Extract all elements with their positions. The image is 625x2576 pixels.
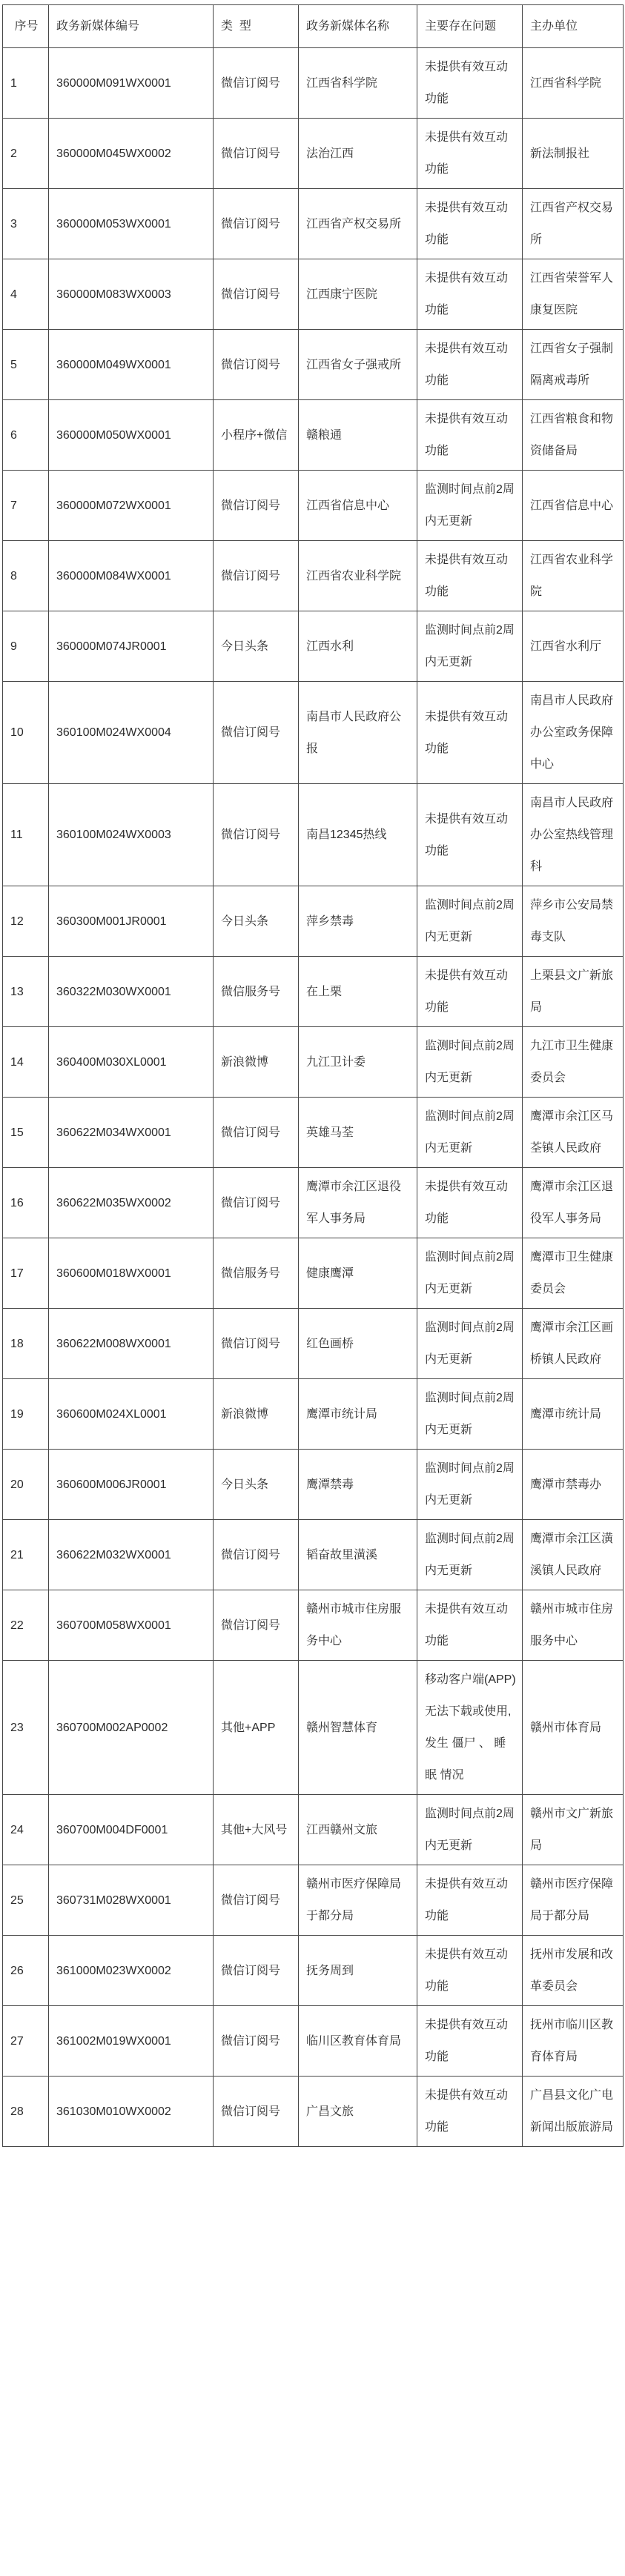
row-seq: 2 xyxy=(3,119,49,189)
table-row xyxy=(3,682,624,784)
organizer-unit: 鹰潭市余江区潢溪镇人民政府 xyxy=(523,1520,624,1590)
table-row xyxy=(3,1168,624,1238)
table-row xyxy=(3,1936,624,2006)
organizer-unit: 江西省粮食和物资储备局 xyxy=(523,400,624,471)
media-id: 360622M034WX0001 xyxy=(49,1098,214,1168)
row-seq: 28 xyxy=(3,2077,49,2147)
media-type: 其他+APP xyxy=(214,1661,299,1795)
media-id: 360400M030XL0001 xyxy=(49,1027,214,1098)
row-seq: 23 xyxy=(3,1661,49,1795)
organizer-unit: 江西省产权交易所 xyxy=(523,189,624,259)
media-type: 微信订阅号 xyxy=(214,119,299,189)
media-id: 360000M083WX0003 xyxy=(49,259,214,330)
issue-description: 未提供有效互动功能 xyxy=(417,2006,523,2077)
organizer-unit: 广昌县文化广电新闻出版旅游局 xyxy=(523,2077,624,2147)
issue-description: 监测时间点前2周内无更新 xyxy=(417,1450,523,1520)
media-name: 赣州智慧体育 xyxy=(299,1661,417,1795)
organizer-unit: 江西省信息中心 xyxy=(523,471,624,541)
media-name: 鹰潭市余江区退役军人事务局 xyxy=(299,1168,417,1238)
media-type: 微信订阅号 xyxy=(214,682,299,784)
media-issues-table xyxy=(2,4,624,2147)
table-row xyxy=(3,1027,624,1098)
media-name: 九江卫计委 xyxy=(299,1027,417,1098)
table-row xyxy=(3,1865,624,1936)
media-id: 360000M084WX0001 xyxy=(49,541,214,611)
media-name: 法治江西 xyxy=(299,119,417,189)
table-row xyxy=(3,1309,624,1379)
organizer-unit: 鹰潭市卫生健康委员会 xyxy=(523,1238,624,1309)
organizer-unit: 江西省科学院 xyxy=(523,48,624,119)
table-row xyxy=(3,611,624,682)
media-name: 江西省信息中心 xyxy=(299,471,417,541)
media-id: 361030M010WX0002 xyxy=(49,2077,214,2147)
media-name: 抚务周到 xyxy=(299,1936,417,2006)
row-seq: 3 xyxy=(3,189,49,259)
row-seq: 12 xyxy=(3,886,49,957)
header-row xyxy=(3,5,624,48)
media-id: 360000M049WX0001 xyxy=(49,330,214,400)
media-id: 360300M001JR0001 xyxy=(49,886,214,957)
table-body xyxy=(3,48,624,2147)
media-id: 360600M018WX0001 xyxy=(49,1238,214,1309)
issue-description: 未提供有效互动功能 xyxy=(417,1865,523,1936)
col-header-type: 类 型 xyxy=(214,5,299,48)
col-header-seq: 序号 xyxy=(3,5,49,48)
table-row xyxy=(3,1795,624,1865)
media-id: 360700M002AP0002 xyxy=(49,1661,214,1795)
table-row xyxy=(3,400,624,471)
media-name: 广昌文旅 xyxy=(299,2077,417,2147)
media-type: 今日头条 xyxy=(214,1450,299,1520)
media-name: 健康鹰潭 xyxy=(299,1238,417,1309)
media-name: 江西水利 xyxy=(299,611,417,682)
media-id: 360100M024WX0003 xyxy=(49,784,214,886)
organizer-unit: 赣州市体育局 xyxy=(523,1661,624,1795)
row-seq: 25 xyxy=(3,1865,49,1936)
table-row xyxy=(3,2077,624,2147)
media-name: 在上栗 xyxy=(299,957,417,1027)
table-row xyxy=(3,189,624,259)
issue-description: 监测时间点前2周内无更新 xyxy=(417,886,523,957)
media-id: 360622M008WX0001 xyxy=(49,1309,214,1379)
media-name: 江西赣州文旅 xyxy=(299,1795,417,1865)
media-id: 361002M019WX0001 xyxy=(49,2006,214,2077)
issue-description: 未提供有效互动功能 xyxy=(417,330,523,400)
issue-description: 未提供有效互动功能 xyxy=(417,682,523,784)
row-seq: 10 xyxy=(3,682,49,784)
organizer-unit: 鹰潭市统计局 xyxy=(523,1379,624,1450)
media-name: 红色画桥 xyxy=(299,1309,417,1379)
row-seq: 1 xyxy=(3,48,49,119)
issue-description: 未提供有效互动功能 xyxy=(417,2077,523,2147)
media-type: 微信订阅号 xyxy=(214,2006,299,2077)
issue-description: 移动客户端(APP)无法下载或使用,发生 僵尸 、 睡眠 情况 xyxy=(417,1661,523,1795)
organizer-unit: 南昌市人民政府办公室热线管理科 xyxy=(523,784,624,886)
media-name: 江西省农业科学院 xyxy=(299,541,417,611)
row-seq: 24 xyxy=(3,1795,49,1865)
media-type: 微信订阅号 xyxy=(214,189,299,259)
table-row xyxy=(3,886,624,957)
media-type: 新浪微博 xyxy=(214,1027,299,1098)
col-header-problem: 主要存在问题 xyxy=(417,5,523,48)
table-row xyxy=(3,1450,624,1520)
row-seq: 4 xyxy=(3,259,49,330)
media-type: 微信服务号 xyxy=(214,1238,299,1309)
table-row xyxy=(3,1379,624,1450)
row-seq: 26 xyxy=(3,1936,49,2006)
table-row xyxy=(3,1590,624,1661)
media-id: 360000M074JR0001 xyxy=(49,611,214,682)
media-type: 微信订阅号 xyxy=(214,259,299,330)
organizer-unit: 江西省水利厅 xyxy=(523,611,624,682)
media-id: 360700M004DF0001 xyxy=(49,1795,214,1865)
media-type: 其他+大风号 xyxy=(214,1795,299,1865)
media-type: 微信订阅号 xyxy=(214,1168,299,1238)
issue-description: 监测时间点前2周内无更新 xyxy=(417,1379,523,1450)
media-id: 360000M072WX0001 xyxy=(49,471,214,541)
issue-description: 监测时间点前2周内无更新 xyxy=(417,1795,523,1865)
organizer-unit: 鹰潭市余江区画桥镇人民政府 xyxy=(523,1309,624,1379)
row-seq: 20 xyxy=(3,1450,49,1520)
organizer-unit: 江西省农业科学院 xyxy=(523,541,624,611)
issue-description: 监测时间点前2周内无更新 xyxy=(417,471,523,541)
organizer-unit: 抚州市临川区教育体育局 xyxy=(523,2006,624,2077)
issue-description: 未提供有效互动功能 xyxy=(417,400,523,471)
media-name: 江西省产权交易所 xyxy=(299,189,417,259)
organizer-unit: 赣州市医疗保障局于都分局 xyxy=(523,1865,624,1936)
issue-description: 未提供有效互动功能 xyxy=(417,119,523,189)
issue-description: 未提供有效互动功能 xyxy=(417,259,523,330)
media-id: 360322M030WX0001 xyxy=(49,957,214,1027)
row-seq: 22 xyxy=(3,1590,49,1661)
issue-description: 未提供有效互动功能 xyxy=(417,1936,523,2006)
media-type: 微信订阅号 xyxy=(214,330,299,400)
organizer-unit: 赣州市城市住房服务中心 xyxy=(523,1590,624,1661)
media-type: 微信订阅号 xyxy=(214,1309,299,1379)
issue-description: 监测时间点前2周内无更新 xyxy=(417,1098,523,1168)
media-type: 微信订阅号 xyxy=(214,784,299,886)
media-id: 360622M032WX0001 xyxy=(49,1520,214,1590)
media-type: 微信订阅号 xyxy=(214,48,299,119)
issue-description: 未提供有效互动功能 xyxy=(417,957,523,1027)
row-seq: 9 xyxy=(3,611,49,682)
media-type: 今日头条 xyxy=(214,611,299,682)
issue-description: 监测时间点前2周内无更新 xyxy=(417,611,523,682)
media-id: 360000M045WX0002 xyxy=(49,119,214,189)
row-seq: 5 xyxy=(3,330,49,400)
media-type: 微信订阅号 xyxy=(214,541,299,611)
media-type: 微信订阅号 xyxy=(214,1520,299,1590)
media-type: 小程序+微信 xyxy=(214,400,299,471)
row-seq: 6 xyxy=(3,400,49,471)
media-name: 临川区教育体育局 xyxy=(299,2006,417,2077)
issue-description: 监测时间点前2周内无更新 xyxy=(417,1238,523,1309)
row-seq: 17 xyxy=(3,1238,49,1309)
media-name: 赣州市医疗保障局于都分局 xyxy=(299,1865,417,1936)
row-seq: 19 xyxy=(3,1379,49,1450)
table-row xyxy=(3,471,624,541)
media-name: 韬奋故里潢溪 xyxy=(299,1520,417,1590)
organizer-unit: 江西省女子强制隔离戒毒所 xyxy=(523,330,624,400)
organizer-unit: 新法制报社 xyxy=(523,119,624,189)
media-id: 360700M058WX0001 xyxy=(49,1590,214,1661)
media-id: 360000M091WX0001 xyxy=(49,48,214,119)
row-seq: 8 xyxy=(3,541,49,611)
table-header xyxy=(3,5,624,48)
media-type: 今日头条 xyxy=(214,886,299,957)
row-seq: 27 xyxy=(3,2006,49,2077)
organizer-unit: 南昌市人民政府办公室政务保障中心 xyxy=(523,682,624,784)
organizer-unit: 萍乡市公安局禁毒支队 xyxy=(523,886,624,957)
table-row xyxy=(3,259,624,330)
media-name: 英雄马荃 xyxy=(299,1098,417,1168)
media-type: 微信订阅号 xyxy=(214,1590,299,1661)
table-row xyxy=(3,1661,624,1795)
organizer-unit: 上栗县文广新旅局 xyxy=(523,957,624,1027)
media-id: 360600M024XL0001 xyxy=(49,1379,214,1450)
media-name: 萍乡禁毒 xyxy=(299,886,417,957)
media-name: 南昌市人民政府公报 xyxy=(299,682,417,784)
organizer-unit: 赣州市文广新旅局 xyxy=(523,1795,624,1865)
media-name: 南昌12345热线 xyxy=(299,784,417,886)
table-row xyxy=(3,1098,624,1168)
media-name: 江西省科学院 xyxy=(299,48,417,119)
row-seq: 16 xyxy=(3,1168,49,1238)
organizer-unit: 鹰潭市余江区退役军人事务局 xyxy=(523,1168,624,1238)
media-name: 赣粮通 xyxy=(299,400,417,471)
table-row xyxy=(3,330,624,400)
issue-description: 未提供有效互动功能 xyxy=(417,48,523,119)
row-seq: 13 xyxy=(3,957,49,1027)
table-row xyxy=(3,784,624,886)
issue-description: 监测时间点前2周内无更新 xyxy=(417,1309,523,1379)
issue-description: 未提供有效互动功能 xyxy=(417,541,523,611)
media-id: 360600M006JR0001 xyxy=(49,1450,214,1520)
row-seq: 7 xyxy=(3,471,49,541)
organizer-unit: 鹰潭市余江区马荃镇人民政府 xyxy=(523,1098,624,1168)
issue-description: 未提供有效互动功能 xyxy=(417,1590,523,1661)
media-name: 鹰潭市统计局 xyxy=(299,1379,417,1450)
media-name: 江西康宁医院 xyxy=(299,259,417,330)
organizer-unit: 抚州市发展和改革委员会 xyxy=(523,1936,624,2006)
row-seq: 14 xyxy=(3,1027,49,1098)
issue-description: 监测时间点前2周内无更新 xyxy=(417,1027,523,1098)
media-name: 赣州市城市住房服务中心 xyxy=(299,1590,417,1661)
organizer-unit: 鹰潭市禁毒办 xyxy=(523,1450,624,1520)
table-row xyxy=(3,957,624,1027)
media-name: 鹰潭禁毒 xyxy=(299,1450,417,1520)
media-type: 微信订阅号 xyxy=(214,1098,299,1168)
media-id: 360000M050WX0001 xyxy=(49,400,214,471)
issue-description: 未提供有效互动功能 xyxy=(417,784,523,886)
issue-description: 未提供有效互动功能 xyxy=(417,1168,523,1238)
organizer-unit: 江西省荣誉军人康复医院 xyxy=(523,259,624,330)
media-type: 微信订阅号 xyxy=(214,2077,299,2147)
col-header-id: 政务新媒体编号 xyxy=(49,5,214,48)
row-seq: 21 xyxy=(3,1520,49,1590)
col-header-name: 政务新媒体名称 xyxy=(299,5,417,48)
media-id: 360731M028WX0001 xyxy=(49,1865,214,1936)
row-seq: 11 xyxy=(3,784,49,886)
media-id: 360622M035WX0002 xyxy=(49,1168,214,1238)
media-type: 微信服务号 xyxy=(214,957,299,1027)
table-row xyxy=(3,1520,624,1590)
row-seq: 18 xyxy=(3,1309,49,1379)
media-type: 新浪微博 xyxy=(214,1379,299,1450)
media-id: 360100M024WX0004 xyxy=(49,682,214,784)
media-type: 微信订阅号 xyxy=(214,471,299,541)
table-row xyxy=(3,2006,624,2077)
table-row xyxy=(3,541,624,611)
organizer-unit: 九江市卫生健康委员会 xyxy=(523,1027,624,1098)
issue-description: 未提供有效互动功能 xyxy=(417,189,523,259)
media-id: 361000M023WX0002 xyxy=(49,1936,214,2006)
media-type: 微信订阅号 xyxy=(214,1865,299,1936)
col-header-organizer: 主办单位 xyxy=(523,5,624,48)
media-name: 江西省女子强戒所 xyxy=(299,330,417,400)
table-row xyxy=(3,1238,624,1309)
table-row xyxy=(3,119,624,189)
row-seq: 15 xyxy=(3,1098,49,1168)
media-type: 微信订阅号 xyxy=(214,1936,299,2006)
media-id: 360000M053WX0001 xyxy=(49,189,214,259)
table-row xyxy=(3,48,624,119)
issue-description: 监测时间点前2周内无更新 xyxy=(417,1520,523,1590)
